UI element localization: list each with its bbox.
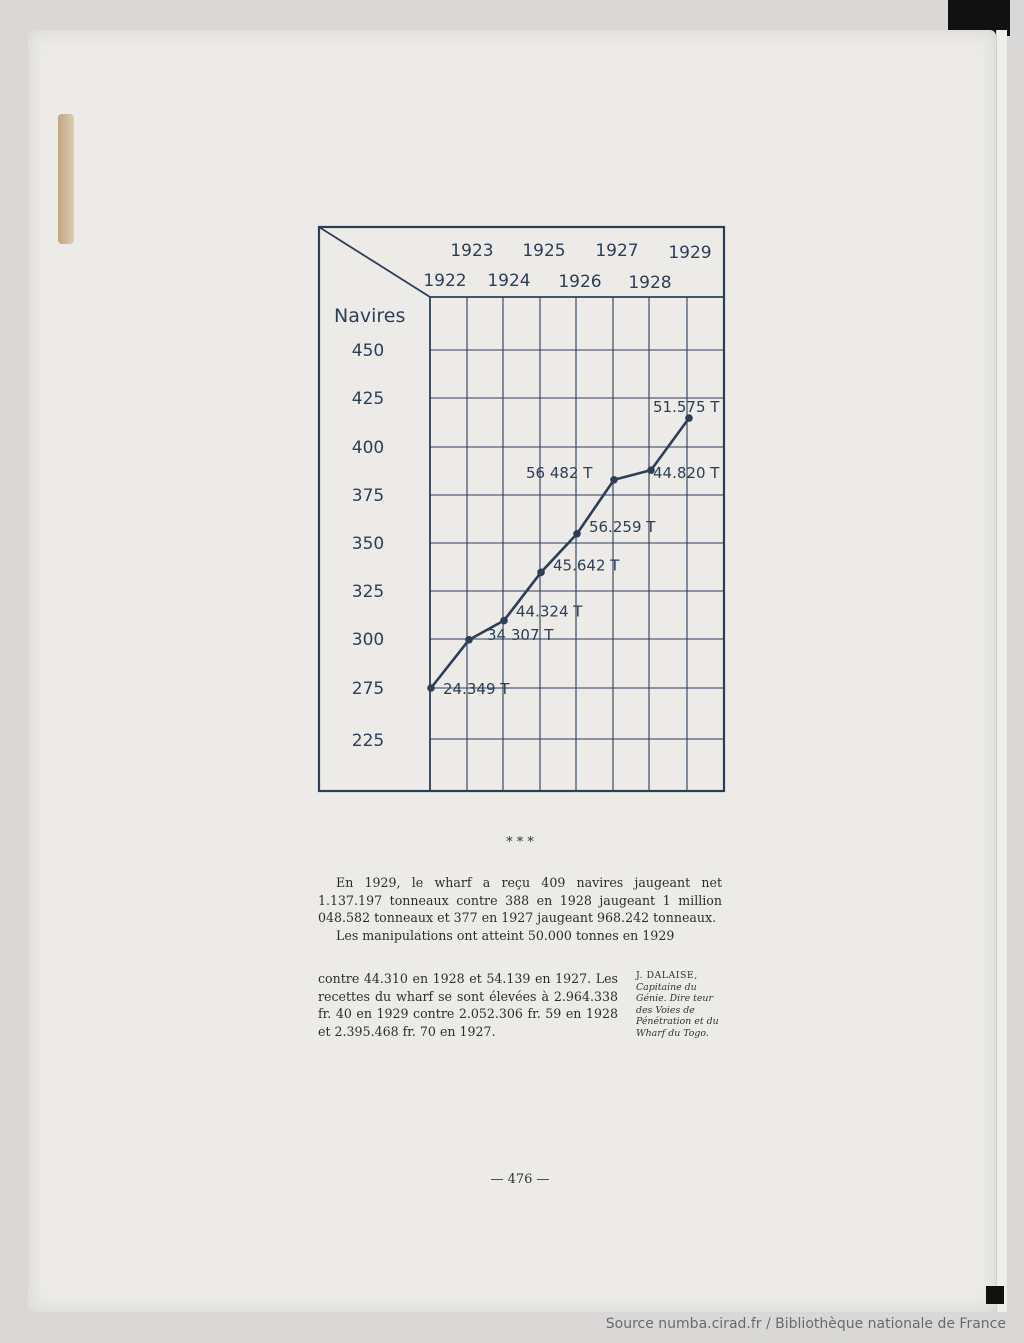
paragraph-2-start: Les manipulations ont atteint 50.000 tonnes en 1929 (336, 927, 675, 943)
year-label-1928: 1928 (628, 273, 672, 293)
signature-title: Capitaine du Génie. Dire teur des Voies de Pénétration et du Wharf du Togo. (636, 981, 719, 1039)
signature-name: J. DALAISE, (636, 970, 698, 981)
paragraph-2-rest-column (318, 970, 618, 1040)
data-label-1928: 44.820 T (653, 464, 720, 483)
source-credit: Source numba.cirad.fr / Bibliothèque nationale de France (605, 1316, 1006, 1332)
y-axis-title: Navires (334, 305, 406, 327)
data-point-1923 (465, 636, 473, 644)
page-number: — 476 — (490, 1172, 550, 1187)
paragraph-1: En 1929, le wharf a reçu 409 navires jaugeant net 1.137.197 tonneaux contre 388 en 1928 jaugeant 1 million 048.582 tonneaux et 377 en 1927 jaugeant 968.242 tonneaux. (318, 875, 722, 925)
data-point-1924 (500, 617, 508, 625)
ships-line-chart (312, 218, 730, 796)
year-label-1925: 1925 (522, 241, 566, 261)
data-label-1927: 56 482 T (526, 463, 593, 482)
y-tick-labels (352, 341, 384, 751)
chart-corner-diagonal (319, 227, 430, 297)
page-edge (996, 30, 1007, 1312)
data-label-1926: 56.259 T (589, 517, 656, 536)
y-tick-225: 225 (351, 731, 385, 751)
year-label-1924: 1924 (487, 271, 531, 291)
y-tick-450: 450 (351, 341, 385, 361)
data-label-1929: 51.575 T (653, 398, 720, 417)
scan-clip-bottom (986, 1286, 1004, 1304)
series-point-labels (443, 398, 720, 698)
year-label-1922: 1922 (423, 271, 467, 291)
series-line (431, 418, 689, 688)
year-label-1927: 1927 (595, 241, 639, 261)
page-stain (58, 114, 74, 244)
data-label-1924: 44.324 T (516, 602, 583, 621)
data-point-1922 (427, 684, 435, 692)
data-label-1923: 34 307 T (487, 625, 554, 644)
data-point-1927 (610, 476, 618, 484)
year-label-1929: 1929 (668, 243, 712, 263)
section-separator: * * * (506, 835, 534, 850)
y-tick-300: 300 (351, 630, 385, 650)
data-point-1926 (573, 530, 581, 538)
data-label-1922: 24.349 T (443, 680, 510, 698)
data-point-1925 (537, 569, 545, 577)
y-tick-425: 425 (351, 389, 385, 409)
chart-grid (430, 297, 724, 791)
x-year-labels (423, 241, 711, 293)
article-body (318, 874, 722, 944)
y-tick-325: 325 (351, 582, 385, 602)
y-tick-275: 275 (351, 679, 385, 699)
y-tick-350: 350 (351, 534, 385, 554)
y-tick-375: 375 (351, 486, 385, 506)
y-tick-400: 400 (351, 438, 385, 458)
year-label-1923: 1923 (450, 241, 494, 261)
signature-block (636, 970, 726, 1039)
year-label-1926: 1926 (558, 272, 602, 292)
paragraph-2-rest: contre 44.310 en 1928 et 54.139 en 1927. Les recettes du wharf se sont élevées à 2.964.338 fr. 40 en 1929 contre 2.052.306 fr. 59 en 1928 et 2.395.468 fr. 70 en 1927. (318, 971, 618, 1039)
data-label-1925: 45.642 T (553, 556, 620, 575)
